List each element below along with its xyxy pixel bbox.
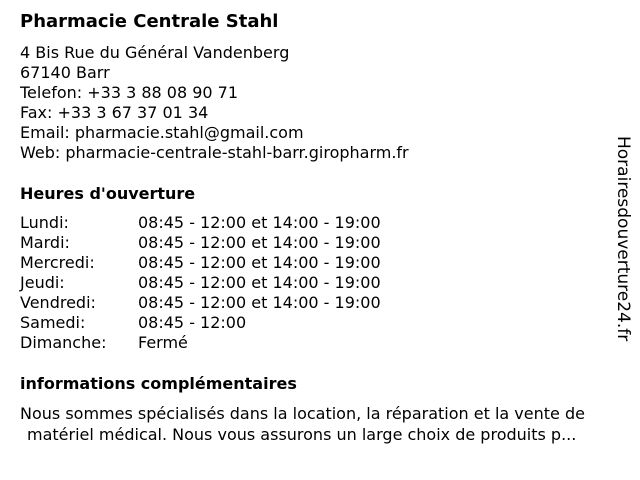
fax-number: Fax: +33 3 67 37 01 34 [20, 103, 209, 122]
contact-block [20, 43, 409, 163]
additional-info-text [20, 403, 635, 445]
day-label: Jeudi: [20, 273, 65, 292]
day-label: Mercredi: [20, 253, 95, 272]
time-range: Fermé [138, 333, 188, 352]
additional-info-heading: informations complémentaires [20, 374, 297, 393]
time-range: 08:45 - 12:00 et 14:00 - 19:00 [138, 293, 381, 312]
hours-row-saturday [20, 313, 381, 333]
phone-number: Telefon: +33 3 88 08 90 71 [20, 83, 239, 102]
info-line-1: Nous sommes spécialisés dans la location, la réparation et la vente de [20, 404, 585, 423]
opening-hours-heading: Heures d'ouverture [20, 184, 196, 203]
hours-row-thursday [20, 273, 381, 293]
time-range: 08:45 - 12:00 et 14:00 - 19:00 [138, 213, 381, 232]
hours-row-tuesday [20, 233, 381, 253]
day-label: Lundi: [20, 213, 69, 232]
info-line-2: matériel médical. Nous vous assurons un large choix de produits p... [27, 425, 577, 444]
day-label: Mardi: [20, 233, 70, 252]
website-url: Web: pharmacie-centrale-stahl-barr.giropharm.fr [20, 143, 409, 162]
day-label: Vendredi: [20, 293, 96, 312]
hours-row-monday [20, 213, 381, 233]
time-range: 08:45 - 12:00 et 14:00 - 19:00 [138, 233, 381, 252]
day-label: Samedi: [20, 313, 86, 332]
time-range: 08:45 - 12:00 et 14:00 - 19:00 [138, 273, 381, 292]
day-label: Dimanche: [20, 333, 107, 352]
pharmacy-name: Pharmacie Centrale Stahl [20, 11, 279, 32]
hours-row-friday [20, 293, 381, 313]
hours-row-wednesday [20, 253, 381, 273]
source-watermark: Horairesdouverture24.fr [613, 136, 633, 342]
opening-hours-table [20, 213, 381, 353]
time-range: 08:45 - 12:00 et 14:00 - 19:00 [138, 253, 381, 272]
email-address: Email: pharmacie.stahl@gmail.com [20, 123, 304, 142]
hours-row-sunday [20, 333, 381, 353]
time-range: 08:45 - 12:00 [138, 313, 247, 332]
address-street: 4 Bis Rue du Général Vandenberg [20, 43, 290, 62]
address-city: 67140 Barr [20, 63, 110, 82]
